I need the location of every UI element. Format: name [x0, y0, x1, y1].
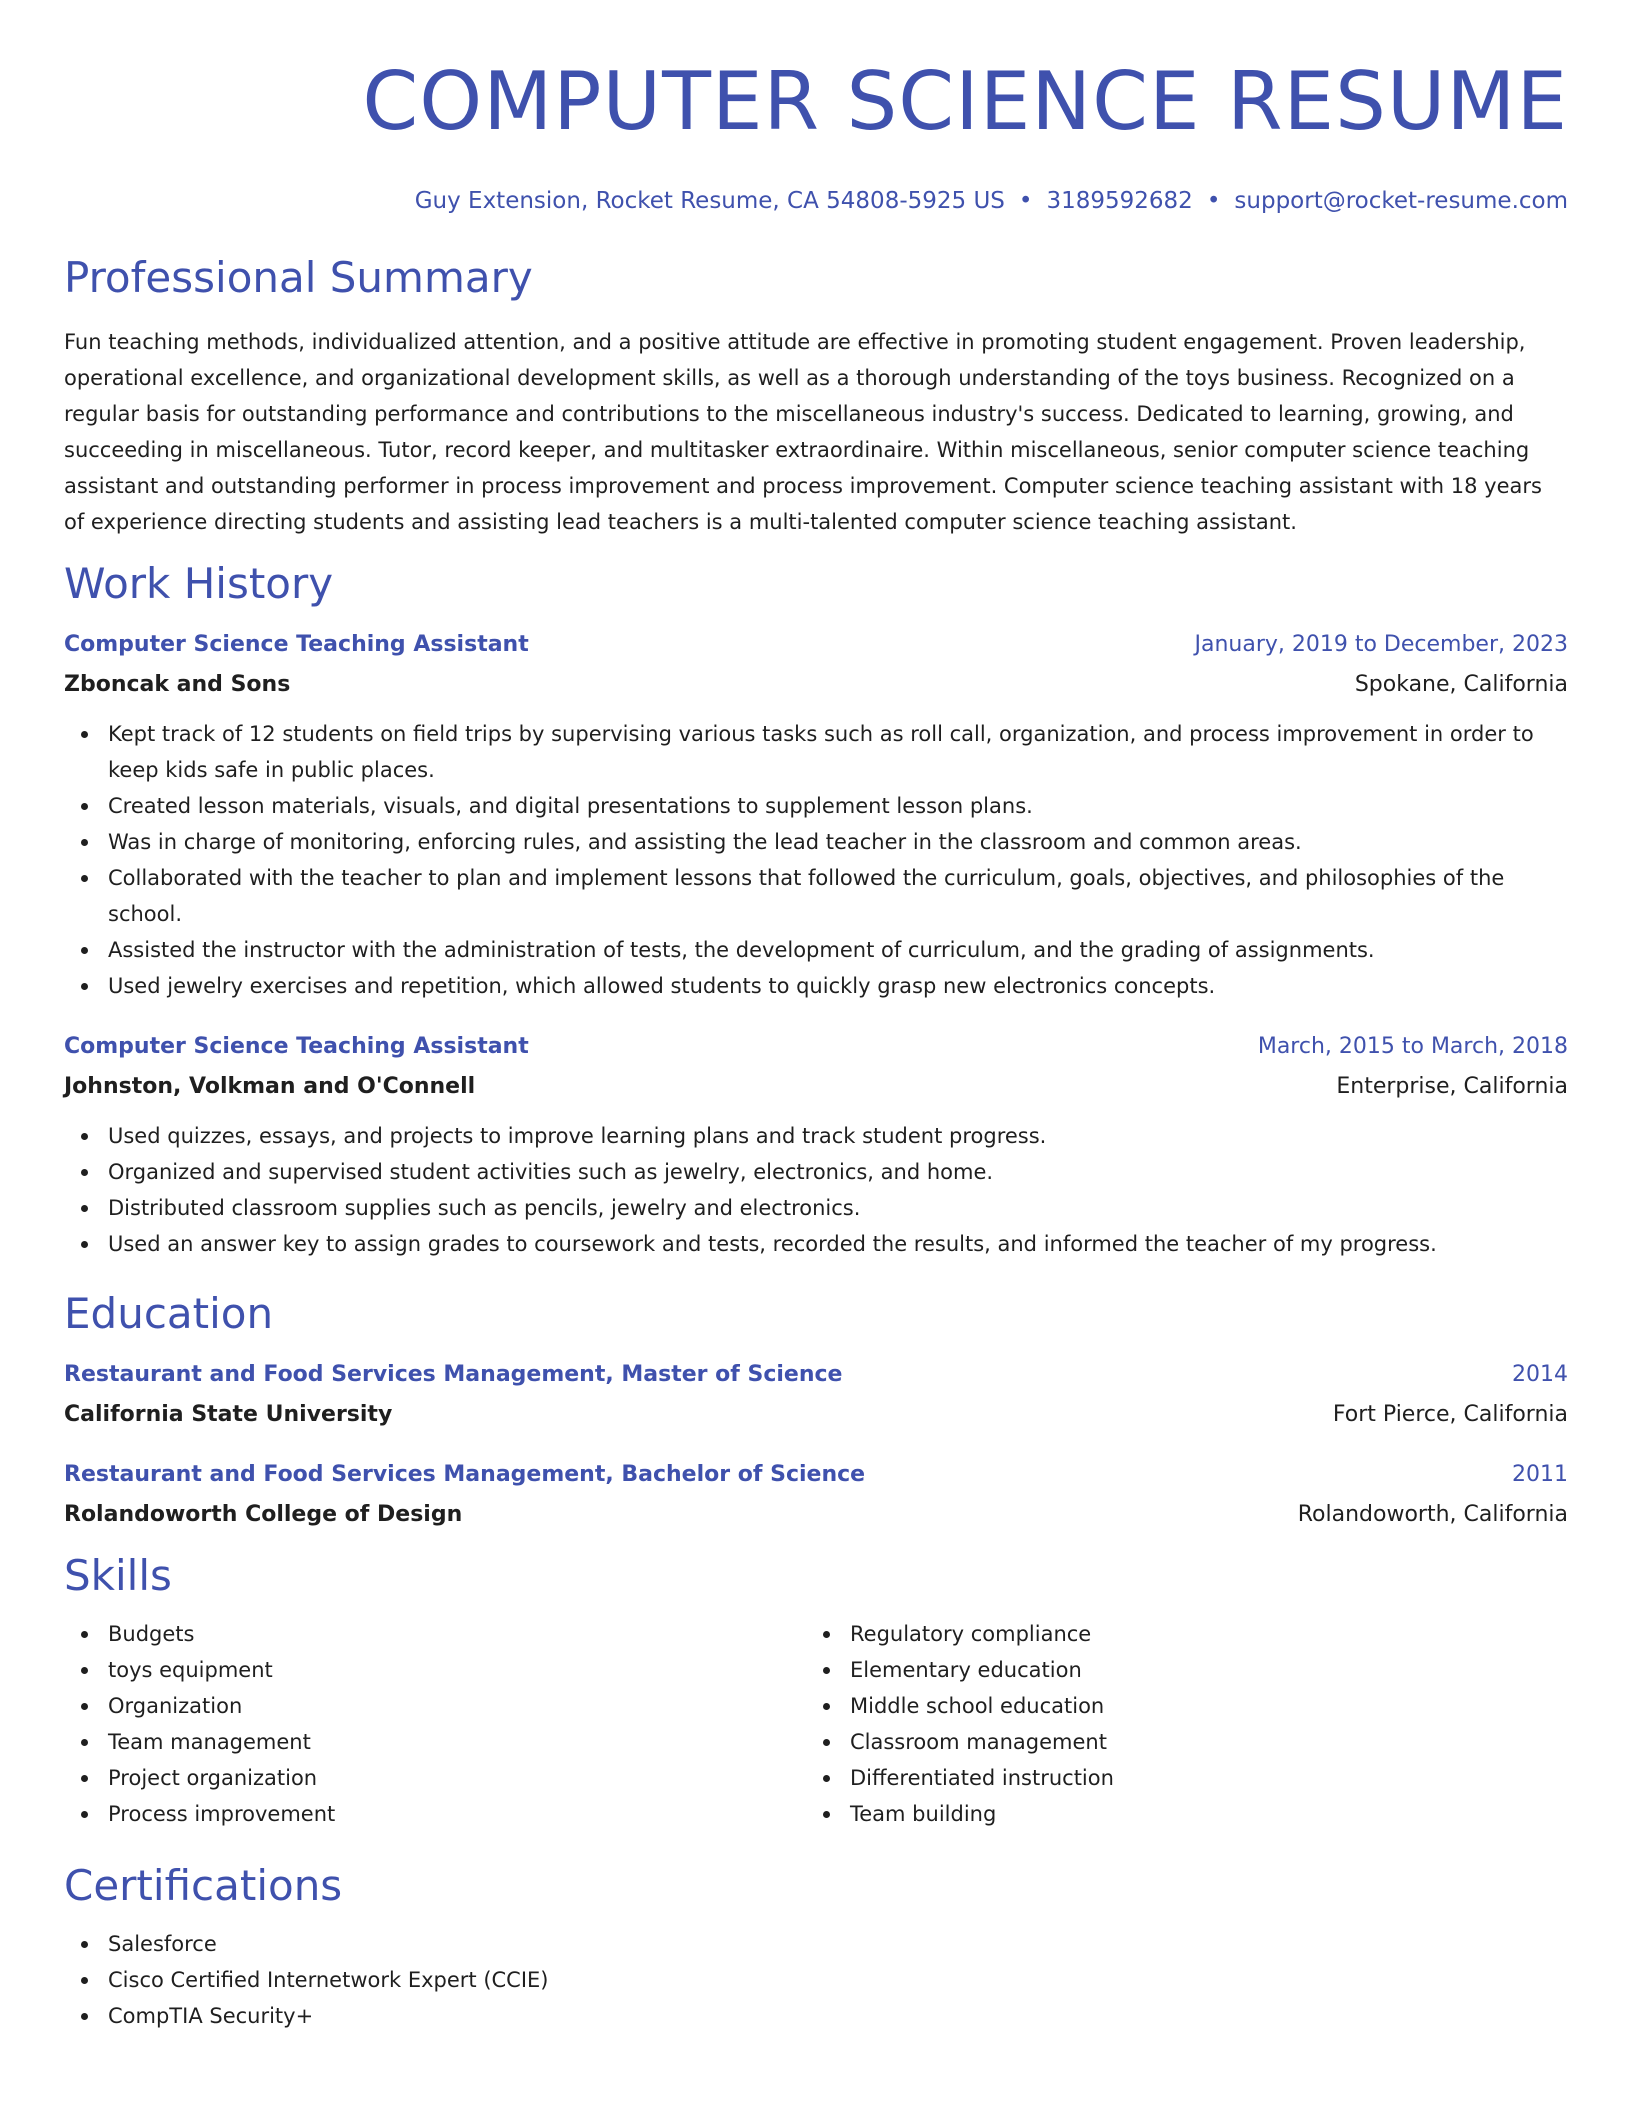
- job-duty: Kept track of 12 students on field trips by supervising various tasks such as roll call, organization, and process improvement in order to keep kids safe in public places.: [64, 716, 1568, 788]
- job-dates: January, 2019 to December, 2023: [1194, 632, 1568, 657]
- education-entry: [64, 1360, 1568, 1430]
- skill-item: Project organization: [64, 1760, 806, 1796]
- contact-phone: 3189592682: [1046, 188, 1193, 214]
- job-duty: Was in charge of monitoring, enforcing rules, and assisting the lead teacher in the classroom and common areas.: [64, 824, 1568, 860]
- certification-item: Cisco Certified Internetwork Expert (CCIE): [64, 1962, 1568, 1998]
- skill-item: Process improvement: [64, 1796, 806, 1832]
- education-school-row: [64, 1490, 1568, 1530]
- education-school: California State University: [64, 1402, 393, 1427]
- job-org-row: [64, 1062, 1568, 1102]
- resume-title: COMPUTER SCIENCE RESUME: [362, 55, 1568, 148]
- work-history-heading: Work History: [64, 559, 334, 608]
- education-heading: Education: [64, 1289, 274, 1338]
- skill-item: Regulatory compliance: [806, 1616, 1548, 1652]
- skills-list-left: [64, 1616, 806, 1832]
- job-title: Computer Science Teaching Assistant: [64, 632, 529, 657]
- education-header-row: [64, 1460, 1568, 1490]
- certifications-heading: Certifications: [64, 1861, 343, 1910]
- summary-text: Fun teaching methods, individualized attention, and a positive attitude are effective in promoting student engagement. Proven leadership, operational excellence, and organizational development skills, as well as a thorough understanding of the toys business. Recognized on a regular basis for outstanding performance and contributions to the miscellaneous industry's success. Dedicated to learning, growing, and succeeding in miscellaneous. Tutor, record keeper, and multitasker extraordinaire. Within miscellaneous, senior computer science teaching assistant and outstanding performer in process improvement and process improvement. Computer science teaching assistant with 18 years of experience directing students and assisting lead teachers is a multi-talented computer science teaching assistant.: [64, 330, 1542, 534]
- job-company: Johnston, Volkman and O'Connell: [64, 1074, 476, 1099]
- education-header-row: [64, 1360, 1568, 1390]
- job-duty: Used quizzes, essays, and projects to improve learning plans and track student progress.: [64, 1118, 1568, 1154]
- resume-page: [64, 0, 1568, 2034]
- education-school: Rolandoworth College of Design: [64, 1502, 463, 1527]
- skill-item: Organization: [64, 1688, 806, 1724]
- job-duty: Organized and supervised student activities such as jewelry, electronics, and home.: [64, 1154, 1568, 1190]
- job-duty: Assisted the instructor with the administration of tests, the development of curriculum, and the grading of assignments.: [64, 932, 1568, 968]
- summary-heading: Professional Summary: [64, 253, 533, 302]
- skill-item: Classroom management: [806, 1724, 1548, 1760]
- education-year: 2011: [1512, 1462, 1568, 1487]
- job-duty: Created lesson materials, visuals, and digital presentations to supplement lesson plans.: [64, 788, 1568, 824]
- job-duty: Collaborated with the teacher to plan and implement lessons that followed the curriculum, goals, objectives, and philosophies of the school.: [64, 860, 1568, 932]
- skill-item: Elementary education: [806, 1652, 1548, 1688]
- contact-separator: •: [1206, 188, 1221, 214]
- job-location: Enterprise, California: [1336, 1074, 1568, 1099]
- job-entry: [64, 1032, 1568, 1262]
- job-org-row: [64, 660, 1568, 700]
- education-year: 2014: [1512, 1362, 1568, 1387]
- education-location: Rolandoworth, California: [1297, 1502, 1568, 1527]
- job-duty: Used jewelry exercises and repetition, which allowed students to quickly grasp new electronics concepts.: [64, 968, 1568, 1004]
- job-title: Computer Science Teaching Assistant: [64, 1034, 529, 1059]
- job-company: Zboncak and Sons: [64, 672, 291, 697]
- education-degree: Restaurant and Food Services Management, Master of Science: [64, 1362, 843, 1387]
- skill-item: Differentiated instruction: [806, 1760, 1548, 1796]
- education-degree: Restaurant and Food Services Management, Bachelor of Science: [64, 1462, 866, 1487]
- certifications-list: [64, 1926, 1568, 2034]
- skills-list-right: [806, 1616, 1548, 1832]
- job-entry: [64, 630, 1568, 1004]
- education-entry: [64, 1460, 1568, 1530]
- skills-heading: Skills: [64, 1551, 172, 1600]
- certification-item: Salesforce: [64, 1926, 1568, 1962]
- job-duties-list: [64, 716, 1568, 1004]
- skill-item: Middle school education: [806, 1688, 1548, 1724]
- education-school-row: [64, 1390, 1568, 1430]
- education-location: Fort Pierce, California: [1332, 1402, 1568, 1427]
- certification-item: CompTIA Security+: [64, 1998, 1568, 2034]
- skills-grid: [64, 1616, 1568, 1832]
- job-duties-list: [64, 1118, 1568, 1262]
- skill-item: Team building: [806, 1796, 1548, 1832]
- job-header-row: [64, 630, 1568, 660]
- job-duty: Used an answer key to assign grades to coursework and tests, recorded the results, and informed the teacher of my progress.: [64, 1226, 1568, 1262]
- skill-item: toys equipment: [64, 1652, 806, 1688]
- contact-separator: •: [1018, 188, 1033, 214]
- contact-line: [64, 186, 1568, 216]
- skill-item: Team management: [64, 1724, 806, 1760]
- skill-item: Budgets: [64, 1616, 806, 1652]
- job-location: Spokane, California: [1354, 672, 1568, 697]
- job-dates: March, 2015 to March, 2018: [1257, 1034, 1568, 1059]
- job-header-row: [64, 1032, 1568, 1062]
- job-duty: Distributed classroom supplies such as pencils, jewelry and electronics.: [64, 1190, 1568, 1226]
- contact-address: Guy Extension, Rocket Resume, CA 54808-5925 US: [414, 188, 1005, 214]
- contact-email: support@rocket-resume.com: [1234, 188, 1568, 214]
